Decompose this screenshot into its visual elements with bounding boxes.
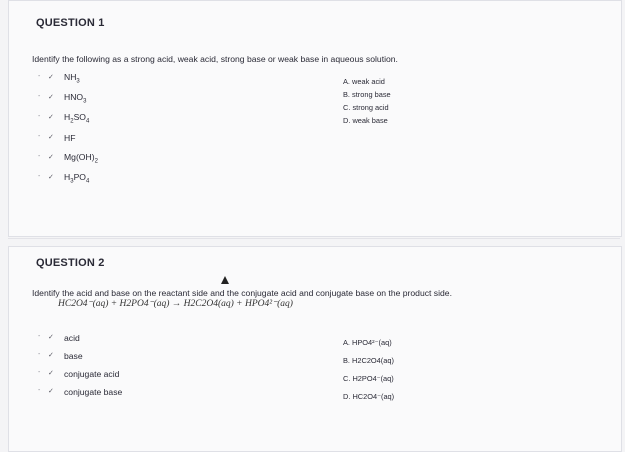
mouse-cursor-icon bbox=[221, 276, 229, 284]
q2-item-label: base bbox=[64, 351, 83, 361]
q1-item-label: $HNO_3$ bbox=[64, 91, 87, 105]
select-dash-icon: - bbox=[38, 133, 41, 140]
select-dash-icon: - bbox=[38, 113, 41, 120]
q2-item bbox=[38, 366, 119, 382]
chevron-down-icon: ✓ bbox=[48, 74, 54, 81]
chevron-down-icon: ✓ bbox=[48, 370, 54, 377]
chevron-down-icon: ✓ bbox=[48, 114, 54, 121]
chevron-down-icon: ✓ bbox=[48, 174, 54, 181]
q1-item-label: $H_3PO_4$ bbox=[64, 171, 90, 185]
question-1-panel bbox=[8, 0, 622, 237]
q2-item bbox=[38, 330, 80, 346]
select-dash-icon: - bbox=[38, 387, 41, 394]
select-dash-icon: - bbox=[38, 333, 41, 340]
q1-item bbox=[38, 110, 89, 126]
question-1-title: QUESTION 1 bbox=[36, 17, 105, 29]
reaction-equation: HC2O4⁻(aq) + H2PO4⁻(aq) → H2C2O4(aq) + HPO4²⁻(aq) bbox=[58, 299, 293, 309]
answer-select[interactable] bbox=[38, 93, 60, 103]
answer-select[interactable] bbox=[38, 173, 60, 183]
select-dash-icon: - bbox=[38, 173, 41, 180]
select-dash-icon: - bbox=[38, 73, 41, 80]
select-dash-icon: - bbox=[38, 369, 41, 376]
q1-item bbox=[38, 150, 98, 166]
question-2-title: QUESTION 2 bbox=[36, 257, 105, 269]
q2-item-label: acid bbox=[64, 333, 80, 343]
chevron-down-icon: ✓ bbox=[48, 134, 54, 141]
q2-item-label: conjugate acid bbox=[64, 369, 120, 379]
answer-select[interactable] bbox=[38, 73, 60, 83]
q2-choice: D. HC2O4⁻(aq) bbox=[343, 392, 395, 401]
answer-select[interactable] bbox=[38, 333, 60, 343]
select-dash-icon: - bbox=[38, 351, 41, 358]
answer-select[interactable] bbox=[38, 351, 60, 361]
q1-item bbox=[38, 130, 75, 146]
q1-item bbox=[38, 70, 80, 86]
question-1-prompt: Identify the following as a strong acid, weak acid, strong base or weak base in aqueous solution. bbox=[32, 54, 398, 64]
question-2-prompt: Identify the acid and base on the reactant side and the conjugate acid and conjugate base on the product side. bbox=[32, 288, 452, 298]
q1-item bbox=[38, 90, 86, 106]
select-dash-icon: - bbox=[38, 93, 41, 100]
q1-choice: C. strong acid bbox=[343, 103, 389, 112]
q1-choice: A. weak acid bbox=[343, 77, 385, 86]
answer-select[interactable] bbox=[38, 369, 60, 379]
divider bbox=[8, 238, 620, 239]
q2-item bbox=[38, 348, 83, 364]
chevron-down-icon: ✓ bbox=[48, 334, 54, 341]
q2-choice: B. H2C2O4(aq) bbox=[343, 356, 394, 365]
chevron-down-icon: ✓ bbox=[48, 352, 54, 359]
answer-select[interactable] bbox=[38, 113, 60, 123]
q1-choice: B. strong base bbox=[343, 90, 391, 99]
q1-item-label: $NH_3$ bbox=[64, 71, 80, 85]
q2-choice: C. H2PO4⁻(aq) bbox=[343, 374, 394, 383]
chevron-down-icon: ✓ bbox=[48, 154, 54, 161]
answer-select[interactable] bbox=[38, 153, 60, 163]
q1-item-label: $H_2SO_4$ bbox=[64, 111, 90, 125]
q1-choice: D. weak base bbox=[343, 116, 388, 125]
answer-select[interactable] bbox=[38, 133, 60, 143]
chevron-down-icon: ✓ bbox=[48, 388, 54, 395]
chevron-down-icon: ✓ bbox=[48, 94, 54, 101]
q2-choice: A. HPO4²⁻(aq) bbox=[343, 338, 392, 347]
q2-item bbox=[38, 384, 122, 400]
q1-item-label: $Mg(OH)_2$ bbox=[64, 151, 98, 165]
q1-item-label: HF bbox=[64, 133, 76, 143]
answer-select[interactable] bbox=[38, 387, 60, 397]
q1-item bbox=[38, 170, 89, 186]
select-dash-icon: - bbox=[38, 153, 41, 160]
question-2-panel bbox=[8, 246, 622, 452]
q2-item-label: conjugate base bbox=[64, 387, 123, 397]
